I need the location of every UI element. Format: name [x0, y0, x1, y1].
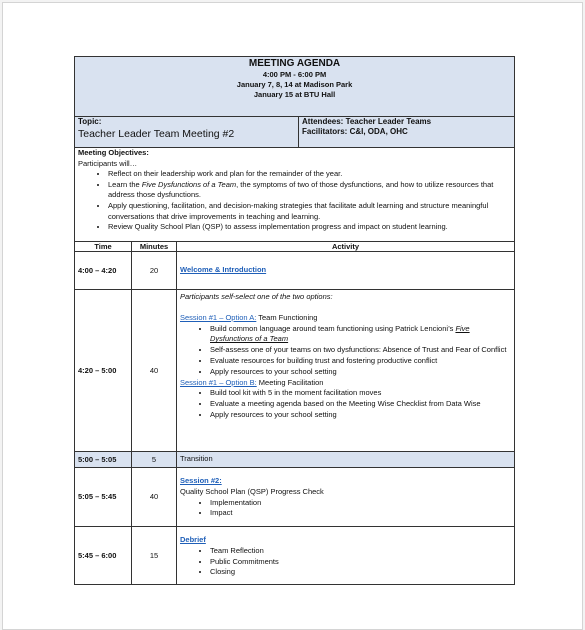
meeting-time: 4:00 PM - 6:00 PM [262, 70, 327, 79]
table-row [75, 452, 515, 468]
objectives-list [78, 169, 511, 233]
table-row [75, 252, 515, 290]
row-minutes: 40 [132, 290, 177, 452]
list-item: • Public Commitments [210, 557, 511, 568]
col-minutes: Minutes [132, 242, 177, 252]
row-time: 5:00 – 5:05 [75, 452, 132, 468]
table-row [75, 527, 515, 585]
row-time: 5:05 – 5:45 [75, 468, 132, 527]
welcome-link[interactable]: Welcome & Introduction [180, 265, 267, 275]
attendees-cell [299, 117, 515, 148]
agenda-title: MEETING AGENDA [248, 58, 341, 69]
objective-item: • Reflect on their leadership work and plan for the remainder of the year. [108, 169, 511, 180]
option-a-heading: Session #1 – Option A: Team Functioning [180, 312, 318, 322]
list-item: • Evaluate resources for building trust and fostering productive conflict [210, 356, 511, 367]
column-header-row [75, 242, 515, 252]
list-item: • Self-assess one of your teams on two dysfunctions: Absence of Trust and Fear of Conflict [210, 345, 511, 356]
col-time: Time [75, 242, 132, 252]
facilitators: Facilitators: C&I, ODA, OHC [302, 127, 408, 136]
topic-label: Topic: [78, 117, 102, 126]
option-a-link[interactable]: Session #1 – Option A: [180, 312, 257, 322]
row-time: 4:00 – 4:20 [75, 252, 132, 290]
agenda-table [74, 56, 515, 585]
row-activity [177, 290, 515, 452]
session-intro: Participants self-select one of the two options: [180, 292, 333, 301]
option-b-link[interactable]: Session #1 – Option B: [180, 377, 257, 387]
meeting-dates-1: January 7, 8, 14 at Madison Park [236, 80, 353, 89]
objective-item: • Review Quality School Plan (QSP) to assess implementation progress and impact on student learning. [108, 222, 511, 233]
row-activity [177, 527, 515, 585]
row-time: 5:45 – 6:00 [75, 527, 132, 585]
row-time: 4:20 – 5:00 [75, 290, 132, 452]
list-item: • Evaluate a meeting agenda based on the Meeting Wise Checklist from Data Wise [210, 399, 511, 410]
list-item: • Build tool kit with 5 in the moment facilitation moves [210, 388, 511, 399]
option-b-list [180, 388, 511, 420]
table-row [75, 290, 515, 452]
list-item: • Implementation [210, 498, 511, 509]
list-item: • Closing [210, 567, 511, 578]
meeting-dates-2: January 15 at BTU Hall [253, 90, 336, 99]
col-activity: Activity [177, 242, 515, 252]
objectives-cell [75, 148, 515, 242]
objectives-intro: Participants will… [78, 158, 138, 168]
objective-item: • Learn the Five Dysfunctions of a Team, the symptoms of two of those dysfunctions, and how to utilize resources that address those dysfunctions. [108, 180, 511, 201]
row-minutes: 15 [132, 527, 177, 585]
list-item: • Apply resources to your school setting [210, 410, 511, 421]
session-2-title: Quality School Plan (QSP) Progress Check [180, 486, 324, 496]
objectives-label: Meeting Objectives: [78, 148, 149, 157]
list-item: • Team Reflection [210, 546, 511, 557]
row-minutes: 40 [132, 468, 177, 527]
table-row [75, 468, 515, 527]
attendees: Attendees: Teacher Leader Teams [302, 117, 432, 126]
row-minutes: 20 [132, 252, 177, 290]
row-minutes: 5 [132, 452, 177, 468]
debrief-link[interactable]: Debrief [180, 535, 206, 544]
list-item: • Apply resources to your school setting [210, 367, 511, 378]
session-2-link[interactable]: Session #2: [180, 476, 222, 485]
list-item: • Build common language around team functioning using Patrick Lencioni’s Five Dysfunctions of a Team [210, 324, 511, 346]
row-activity: Transition [177, 452, 515, 468]
list-item: • Impact [210, 508, 511, 519]
row-activity [177, 468, 515, 527]
objective-item: • Apply questioning, facilitation, and decision-making strategies that facilitate adult learning and structure meaningful conversations that drive improvements in teaching and learning. [108, 201, 511, 222]
document-page [2, 2, 583, 630]
debrief-list [180, 546, 511, 578]
session-2-list [180, 498, 511, 520]
agenda-header [75, 57, 515, 117]
row-activity [177, 252, 515, 290]
option-a-list [180, 324, 511, 378]
topic-value: Teacher Leader Team Meeting #2 [78, 128, 235, 140]
option-b-heading: Session #1 – Option B: Meeting Facilitation [180, 377, 324, 387]
topic-cell [75, 117, 299, 148]
